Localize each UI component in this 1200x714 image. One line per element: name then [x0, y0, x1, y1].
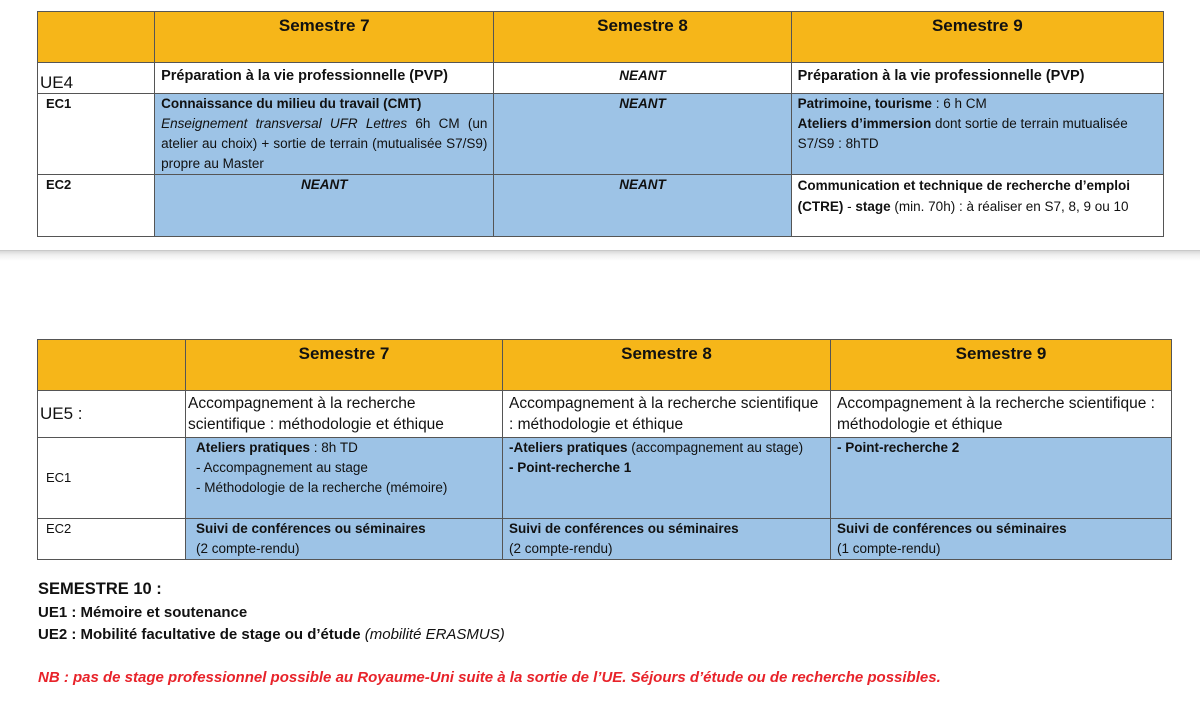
- ec2-s9-bold: Suivi de conférences ou séminaires: [837, 521, 1067, 536]
- ue-row: [38, 63, 1164, 94]
- ue-row: [38, 391, 1172, 438]
- ec2-s9-text1: -: [843, 199, 856, 214]
- ue-title-s8: NEANT: [494, 63, 791, 94]
- ec1-s9-text2: dont sortie de terrain mutualisée S7/S9 : 8hTD: [797, 116, 1128, 151]
- ec1-s7-line2: - Accompagnement au stage: [196, 460, 368, 475]
- ec1-s9-bold2: Ateliers d’immersion: [797, 116, 932, 131]
- ec1-label: EC1: [38, 438, 186, 519]
- header-semestre-7: Semestre 7: [186, 340, 503, 391]
- ec1-s8-cell: [503, 438, 831, 519]
- ec1-s9-cell: [791, 94, 1163, 175]
- header-semestre-9: Semestre 9: [831, 340, 1172, 391]
- ue-label: UE4: [38, 63, 155, 94]
- ue-title-s8: Accompagnement à la recherche scientifique : méthodologie et éthique: [503, 391, 831, 438]
- ue-title-s9: Accompagnement à la recherche scientifique : méthodologie et éthique: [831, 391, 1172, 438]
- ec1-s8-bold2: - Point-recherche 1: [509, 460, 632, 475]
- header-semestre-9: Semestre 9: [791, 12, 1163, 63]
- ec2-s9-bold2: stage: [855, 199, 891, 214]
- ec2-s8-cell: [503, 519, 831, 560]
- header-semestre-8: Semestre 8: [503, 340, 831, 391]
- ec1-s8-cell: NEANT: [494, 94, 791, 175]
- ue-title-s7: Accompagnement à la recherche scientifique : méthodologie et éthique: [186, 391, 503, 438]
- ue-title-s9: Préparation à la vie professionnelle (PVP): [791, 63, 1163, 94]
- ec1-s7-line3: - Méthodologie de la recherche (mémoire): [196, 480, 448, 495]
- ue-title-s7: Préparation à la vie professionnelle (PVP): [155, 63, 494, 94]
- ec1-s9-cell: - Point-recherche 2: [831, 438, 1172, 519]
- ec2-label: EC2: [38, 519, 186, 560]
- ue-label: UE5 :: [38, 391, 186, 438]
- header-corner: [38, 340, 186, 391]
- ec2-s7-bold: Suivi de conférences ou séminaires: [196, 521, 426, 536]
- ec2-s8-cell: NEANT: [494, 175, 791, 237]
- semestre10-ue1: UE1 : Mémoire et soutenance: [38, 604, 248, 621]
- ec1-s7-text: 6h CM (un atelier au choix) + sortie de terrain (mutualisée S7/S9) propre au Master: [161, 116, 488, 171]
- ec2-row: [38, 519, 1172, 560]
- header-row: [38, 12, 1164, 63]
- ec2-s9-text2: (min. 70h) : à réaliser en S7, 8, 9 ou 10: [890, 199, 1129, 214]
- ec1-s7-cell: [186, 438, 503, 519]
- ec2-s7-cell: [186, 519, 503, 560]
- ec1-s9-text1: : 6 h CM: [931, 96, 987, 111]
- header-corner: [38, 12, 155, 63]
- ec1-s7-title: Connaissance du milieu du travail (CMT): [161, 96, 422, 111]
- ue5-table: [37, 339, 1172, 560]
- ec1-row: [38, 94, 1164, 175]
- ec1-s7-italic: Enseignement transversal UFR Lettres: [161, 116, 408, 131]
- ue4-table: [37, 11, 1164, 237]
- ec2-s9-cell: [831, 519, 1172, 560]
- ec2-label: EC2: [38, 175, 155, 237]
- ec2-s8-bold: Suivi de conférences ou séminaires: [509, 521, 739, 536]
- ec2-s9-text: (1 compte-rendu): [837, 541, 941, 556]
- ec2-s7-text: (2 compte-rendu): [196, 541, 300, 556]
- ec1-s9-bold1: Patrimoine, tourisme: [797, 96, 932, 111]
- ec2-s9-cell: [791, 175, 1163, 237]
- header-semestre-7: Semestre 7: [155, 12, 494, 63]
- semestre10-title: SEMESTRE 10 :: [38, 580, 162, 598]
- nb-note: NB : pas de stage professionnel possible au Royaume-Uni suite à la sortie de l’UE. Séjours d’étude ou de recherche possibles.: [38, 669, 941, 686]
- ec2-s8-text: (2 compte-rendu): [509, 541, 613, 556]
- ec1-row: [38, 438, 1172, 519]
- ec1-s7-cell: [155, 94, 494, 175]
- semestre10-ue2-italic: (mobilité ERASMUS): [364, 626, 505, 643]
- ec2-s7-cell: NEANT: [155, 175, 494, 237]
- ec2-row: [38, 175, 1164, 237]
- ec2-s9-bold1: Communication et technique de recherche d’emploi (CTRE): [797, 178, 1130, 214]
- header-row: [38, 340, 1172, 391]
- header-semestre-8: Semestre 8: [494, 12, 791, 63]
- ec1-s8-bold1: -Ateliers pratiques: [509, 440, 628, 455]
- ec1-label: EC1: [38, 94, 155, 175]
- semestre10-ue2-line: [38, 626, 505, 643]
- page-separator: [0, 250, 1200, 261]
- ec1-s7-bold: Ateliers pratiques: [196, 440, 311, 455]
- ec1-s7-text: : 8h TD: [310, 440, 358, 455]
- semestre10-ue2: UE2 : Mobilité facultative de stage ou d’étude: [38, 626, 361, 643]
- ec1-s8-text1: (accompagnement au stage): [627, 440, 804, 455]
